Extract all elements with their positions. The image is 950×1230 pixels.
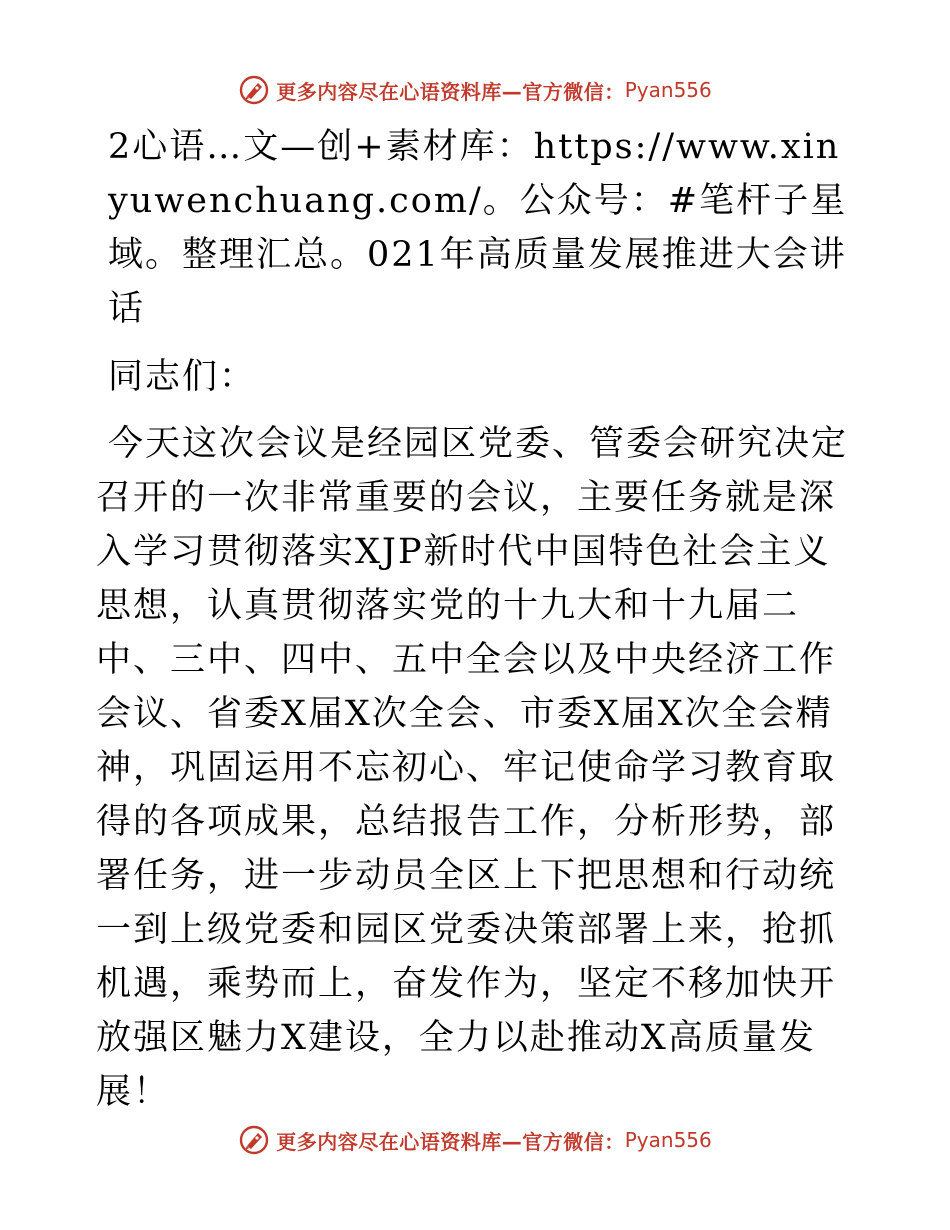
body-paragraph: 今天这次会议是经园区党委、管委会研究决定召开的一次非常重要的会议，主要任务就是深入学习贯彻落实XJP新时代中国特色社会主义思想，认真贯彻落实党的十九大和十九届二中、三中、四中、五中全会以及中央经济工作会议、省委X届X次全会、市委X届X次全会精神，巩固运用不忘初心、牢记使命学习教育取得的各项成果，总结报告工作，分析形势，部署任务，进一步动员全区上下把思想和行动统一到上级党委和园区党委决策部署上来，抢抓机遇，乘势而上，奋发作为，坚定不移加快开放强区魅力X建设，全力以赴推动X高质量发展！: [96, 424, 849, 1112]
document-body: [96, 120, 856, 1119]
watermark-wechat-id: Pyan556: [624, 78, 712, 102]
footer-watermark-banner: [0, 1120, 950, 1160]
watermark-wechat-id: Pyan556: [624, 1128, 712, 1152]
pen-nib-logo-icon: [238, 74, 270, 106]
watermark-text: 更多内容尽在心语资料库—官方微信：: [276, 79, 625, 104]
watermark-text: 更多内容尽在心语资料库—官方微信：: [276, 1129, 625, 1154]
header-watermark-banner: [0, 70, 950, 110]
pen-nib-logo-icon: [238, 1124, 270, 1156]
greeting: 同志们：: [108, 357, 257, 397]
document-title: 2心语…文—创+素材库：https://www.xinyuwenchuang.com/。公众号：#笔杆子星域。整理汇总。021年高质量发展推进大会讲话: [108, 127, 848, 329]
